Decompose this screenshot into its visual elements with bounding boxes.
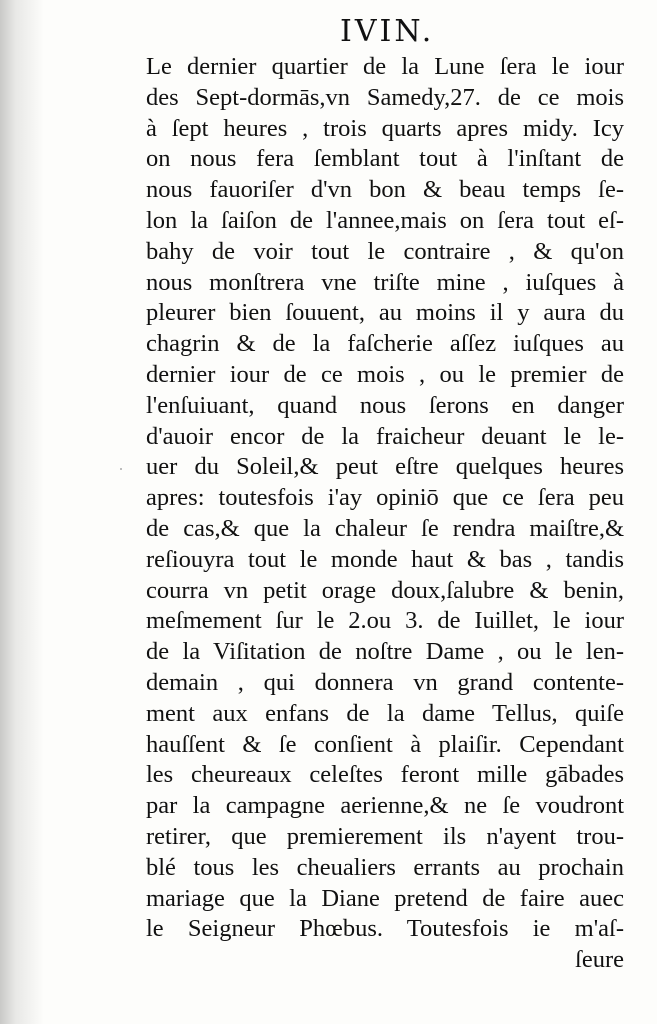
text-line: reſiouyra tout le monde haut & bas , tandis xyxy=(146,545,624,573)
text-line: uer du Soleil,& peut eſtre quelques heures xyxy=(146,453,624,481)
text-line: à ſept heures , trois quarts apres midy. Icy xyxy=(146,114,624,142)
running-head: IVIN. xyxy=(340,14,435,49)
text-line: d'auoir encor de la fraicheur deuant le le- xyxy=(146,422,624,450)
text-line: on nous fera ſemblant tout à l'inſtant de xyxy=(146,145,624,173)
ink-speck xyxy=(120,468,122,470)
text-line: chagrin & de la faſcherie aſſez iuſques au xyxy=(146,330,624,358)
text-line: de cas,& que la chaleur ſe rendra maiſtre,& xyxy=(146,514,624,542)
text-line: apres: toutesfois i'ay opiniō que ce ſera peu xyxy=(146,484,624,512)
text-line: bahy de voir tout le contraire , & qu'on xyxy=(146,237,624,265)
text-line: l'enſuiuant, quand nous ſerons en danger xyxy=(146,391,624,419)
text-line: nous monſtrera vne triſte mine , iuſques à xyxy=(146,268,624,296)
text-line: demain , qui donnera vn grand contente- xyxy=(146,668,624,696)
text-line: dernier iour de ce mois , ou le premier de xyxy=(146,360,624,388)
text-line: par la campagne aerienne,& ne ſe voudront xyxy=(146,792,624,820)
catchword: ſeure xyxy=(575,946,624,974)
text-line: lon la ſaiſon de l'annee,mais on ſera tout eſ- xyxy=(146,206,624,234)
text-line: pleurer bien ſouuent, au moins il y aura du xyxy=(146,299,624,327)
text-line: le Seigneur Phœbus. Toutesfois ie m'aſ- xyxy=(146,915,624,943)
text-line: retirer, que premierement ils n'ayent trou- xyxy=(146,822,624,850)
text-block xyxy=(146,52,624,976)
text-line: mariage que la Diane pretend de faire auec xyxy=(146,884,624,912)
text-line: hauſſent & ſe conſient à plaiſir. Cependant xyxy=(146,730,624,758)
text-line: ment aux enfans de la dame Tellus, quiſe xyxy=(146,699,624,727)
text-line: des Sept-dormās,vn Samedy,27. de ce mois xyxy=(146,83,624,111)
text-line: meſmement ſur le 2.ou 3. de Iuillet, le iour xyxy=(146,607,624,635)
text-line: les cheureaux celeſtes feront mille gābades xyxy=(146,761,624,789)
gutter-shadow xyxy=(0,0,44,1024)
text-line: de la Viſitation de noſtre Dame , ou le len- xyxy=(146,638,624,666)
text-line: Le dernier quartier de la Lune ſera le iour xyxy=(146,53,624,80)
text-line: blé tous les cheualiers errants au prochain xyxy=(146,853,624,881)
text-line: nous fauoriſer d'vn bon & beau temps ſe- xyxy=(146,176,624,204)
text-line: courra vn petit orage doux,ſalubre & benin, xyxy=(146,576,624,604)
